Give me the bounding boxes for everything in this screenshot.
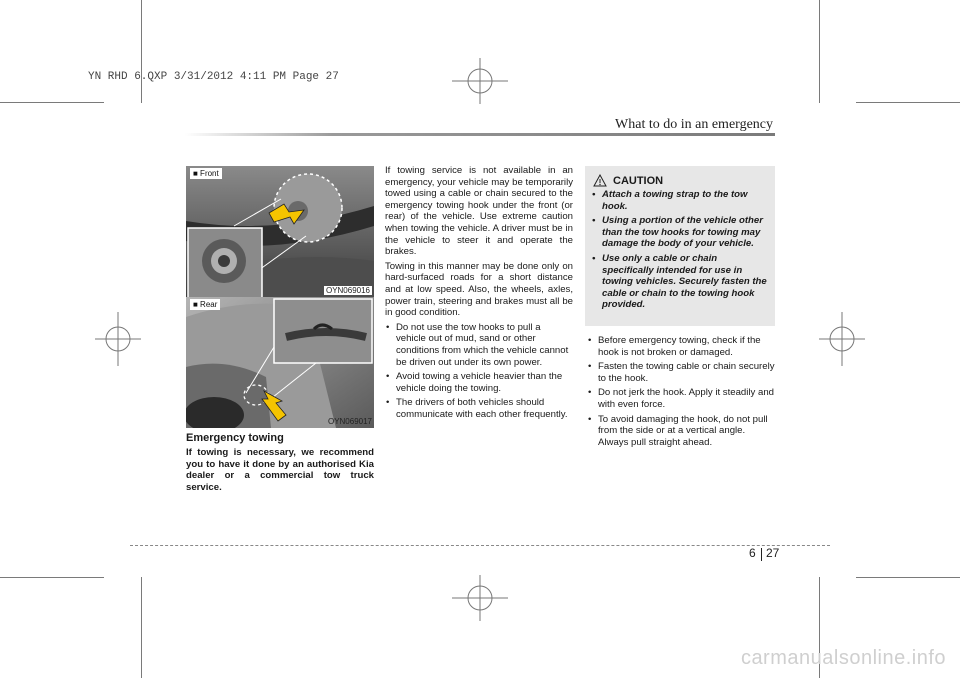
caution-box [585,166,775,326]
hook-tips-list [587,335,777,448]
figure-front-code: OYN069016 [325,286,370,295]
list-item: • Do not use the tow hooks to pull a vehicle out of mud, sand or other conditions from which the vehicle cannot be driven out under its own power. [385,322,573,368]
hook-usage-tips [587,335,777,451]
tow-hook-front-photo [186,166,374,298]
figure-front-label: ■ Front [190,168,222,179]
page-number-separator [761,548,762,561]
list-item: • The drivers of both vehicles should communicate with each other frequently. [385,397,573,420]
caution-list [591,189,769,314]
list-item: • Avoid towing a vehicle heavier than the vehicle doing the towing. [385,371,573,394]
registration-mark-bottom [452,575,508,621]
list-item: • Attach a towing strap to the tow hook. [591,189,769,212]
list-item: • Using a portion of the vehicle other than the tow hooks for towing may damage the body of your vehicle. [591,215,769,250]
list-item: • Do not jerk the hook. Apply it steadily and with even force. [587,387,777,410]
towing-paragraph-2: Towing in this manner may be done only on hard-surfaced roads for a short distance and at low speed. Also, the wheels, axles, power train, steering and brakes must all be in good condition. [385,260,573,319]
emergency-towing-intro: If towing is necessary, we recommend you to have it done by an authorised Kia dealer or a commercial tow truck service. [186,447,374,493]
figure-rear [186,297,374,428]
caution-title: CAUTION [613,175,664,187]
tow-hook-rear-photo [186,297,374,428]
list-item: • Before emergency towing, check if the hook is not broken or damaged. [587,335,777,358]
list-item: • Fasten the towing cable or chain securely to the hook. [587,361,777,384]
list-item: • To avoid damaging the hook, do not pull from the side or at a vertical angle. Always pull straight ahead. [587,414,777,449]
figure-rear-label: ■ Rear [190,299,220,310]
figure-front [186,166,374,298]
registration-mark-right [819,312,865,366]
registration-mark-left [95,312,141,366]
chapter-number: 6 [749,546,756,560]
towing-instructions [385,165,573,423]
warning-triangle-icon [593,174,607,187]
header-rule [185,133,775,136]
registration-mark-top [452,58,508,104]
watermark: carmanualsonline.info [740,647,946,669]
section-title: What to do in an emergency [615,117,773,132]
page-number: 27 [766,546,780,560]
print-slug: YN RHD 6.QXP 3/31/2012 4:11 PM Page 27 [88,71,339,83]
towing-paragraph-1: If towing service is not available in an emergency, your vehicle may be temporarily towed using a cable or chain secured to the emergency towing hook under the front (or rear) of the vehicle. Use extreme caution when towing the vehicle. A driver must be in the vehicle to steer it and operate the brakes. [385,165,573,258]
towing-bullet-list [385,322,573,421]
footer-divider [130,545,830,546]
emergency-towing-heading: Emergency towing [186,432,284,444]
figure-rear-code: OYN069017 [327,417,372,426]
list-item: • Use only a cable or chain specifically intended for use in towing vehicles. Securely fasten the cable or chain to the towing hook provided. [591,253,769,311]
